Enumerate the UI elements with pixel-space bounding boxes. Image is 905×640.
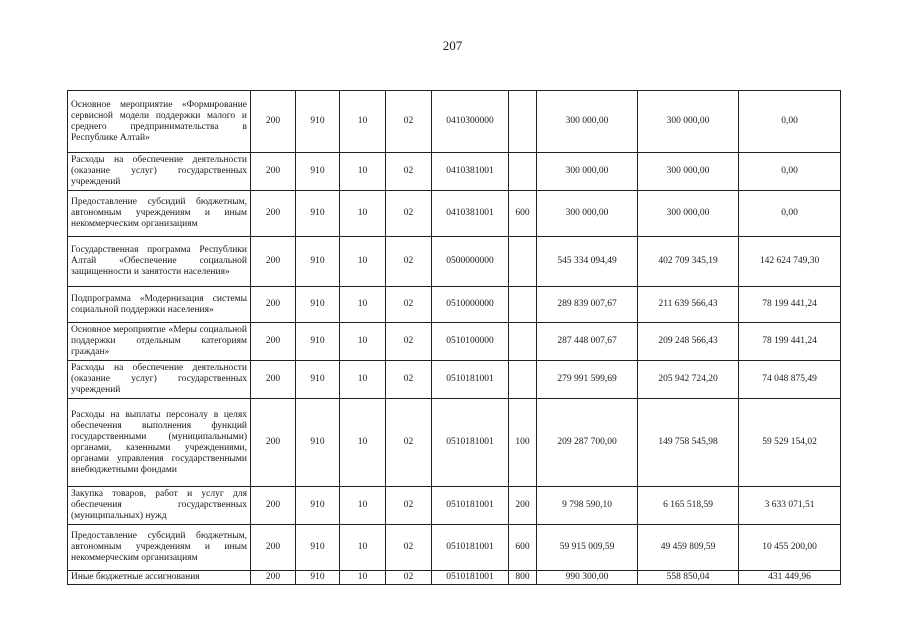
table-row (68, 571, 841, 585)
row-name: Иные бюджетные ассигнования (68, 571, 251, 585)
cell-ministry-code: 910 (296, 399, 340, 487)
cell-amount-1: 300 000,00 (537, 91, 638, 153)
cell-amount-2: 209 248 566,43 (638, 323, 739, 361)
cell-ministry-code: 910 (296, 237, 340, 287)
cell-admin-code: 200 (251, 525, 296, 571)
cell-expense-type: 800 (509, 571, 537, 585)
row-name: Государственная программа Республики Алтай «Обеспечение социальной защищенности и занятости населения» (68, 237, 251, 287)
cell-ministry-code: 910 (296, 91, 340, 153)
row-name: Закупка товаров, работ и услуг для обеспечения государственных (муниципальных) нужд (68, 487, 251, 525)
cell-amount-3: 78 199 441,24 (739, 287, 841, 323)
cell-admin-code: 200 (251, 287, 296, 323)
cell-section: 10 (340, 487, 386, 525)
cell-expense-type (509, 323, 537, 361)
row-name: Расходы на обеспечение деятельности (оказание услуг) государственных учреждений (68, 361, 251, 399)
table-body (68, 91, 841, 585)
cell-section: 10 (340, 287, 386, 323)
cell-target-article: 0510100000 (432, 323, 509, 361)
cell-ministry-code: 910 (296, 571, 340, 585)
cell-amount-1: 990 300,00 (537, 571, 638, 585)
table-row (68, 525, 841, 571)
row-name: Предоставление субсидий бюджетным, автономным учреждениям и иным некоммерческим организациям (68, 191, 251, 237)
table-row (68, 361, 841, 399)
cell-target-article: 0500000000 (432, 237, 509, 287)
cell-expense-type (509, 91, 537, 153)
cell-admin-code: 200 (251, 91, 296, 153)
cell-amount-1: 9 798 590,10 (537, 487, 638, 525)
cell-target-article: 0510181001 (432, 399, 509, 487)
table-row (68, 323, 841, 361)
table-row (68, 237, 841, 287)
budget-table (67, 90, 841, 585)
cell-section: 10 (340, 571, 386, 585)
cell-amount-1: 59 915 009,59 (537, 525, 638, 571)
cell-admin-code: 200 (251, 153, 296, 191)
row-name: Расходы на обеспечение деятельности (оказание услуг) государственных учреждений (68, 153, 251, 191)
cell-amount-1: 209 287 700,00 (537, 399, 638, 487)
row-name: Подпрограмма «Модернизация системы социальной поддержки населения» (68, 287, 251, 323)
cell-amount-3: 10 455 200,00 (739, 525, 841, 571)
cell-amount-2: 49 459 809,59 (638, 525, 739, 571)
cell-target-article: 0410300000 (432, 91, 509, 153)
cell-admin-code: 200 (251, 361, 296, 399)
cell-amount-1: 287 448 007,67 (537, 323, 638, 361)
cell-subsection: 02 (386, 361, 432, 399)
cell-subsection: 02 (386, 191, 432, 237)
cell-subsection: 02 (386, 237, 432, 287)
cell-admin-code: 200 (251, 571, 296, 585)
cell-amount-2: 300 000,00 (638, 191, 739, 237)
cell-amount-2: 149 758 545,98 (638, 399, 739, 487)
cell-amount-1: 279 991 599,69 (537, 361, 638, 399)
cell-amount-3: 3 633 071,51 (739, 487, 841, 525)
cell-amount-3: 0,00 (739, 91, 841, 153)
cell-amount-2: 6 165 518,59 (638, 487, 739, 525)
cell-amount-2: 300 000,00 (638, 153, 739, 191)
cell-amount-3: 0,00 (739, 153, 841, 191)
cell-target-article: 0510181001 (432, 525, 509, 571)
cell-section: 10 (340, 153, 386, 191)
cell-subsection: 02 (386, 525, 432, 571)
cell-subsection: 02 (386, 323, 432, 361)
cell-amount-2: 558 850,04 (638, 571, 739, 585)
cell-section: 10 (340, 323, 386, 361)
cell-amount-3: 142 624 749,30 (739, 237, 841, 287)
cell-amount-3: 59 529 154,02 (739, 399, 841, 487)
row-name: Основное мероприятие «Меры социальной поддержки отдельным категориям граждан» (68, 323, 251, 361)
cell-amount-3: 0,00 (739, 191, 841, 237)
cell-expense-type (509, 153, 537, 191)
cell-target-article: 0510181001 (432, 361, 509, 399)
cell-section: 10 (340, 525, 386, 571)
cell-expense-type (509, 287, 537, 323)
cell-subsection: 02 (386, 571, 432, 585)
page-number: 207 (442, 38, 463, 53)
cell-amount-2: 402 709 345,19 (638, 237, 739, 287)
cell-target-article: 0410381001 (432, 153, 509, 191)
cell-amount-1: 289 839 007,67 (537, 287, 638, 323)
cell-ministry-code: 910 (296, 361, 340, 399)
cell-ministry-code: 910 (296, 525, 340, 571)
cell-amount-3: 431 449,96 (739, 571, 841, 585)
cell-subsection: 02 (386, 153, 432, 191)
row-name: Основное мероприятие «Формирование сервисной модели поддержки малого и среднего предпринимательства в Республике Алтай» (68, 91, 251, 153)
cell-subsection: 02 (386, 91, 432, 153)
cell-target-article: 0410381001 (432, 191, 509, 237)
table-row (68, 399, 841, 487)
row-name: Расходы на выплаты персоналу в целях обеспечения выполнения функций государственными (муниципальными) органами, казенными учреждениями, органами управления государственными внебюджетными фондами (68, 399, 251, 487)
cell-section: 10 (340, 361, 386, 399)
cell-expense-type: 600 (509, 191, 537, 237)
cell-expense-type: 200 (509, 487, 537, 525)
cell-expense-type: 600 (509, 525, 537, 571)
cell-admin-code: 200 (251, 487, 296, 525)
cell-expense-type (509, 361, 537, 399)
cell-target-article: 0510000000 (432, 287, 509, 323)
table-row (68, 91, 841, 153)
table-row (68, 287, 841, 323)
cell-ministry-code: 910 (296, 323, 340, 361)
cell-ministry-code: 910 (296, 153, 340, 191)
cell-section: 10 (340, 237, 386, 287)
cell-amount-3: 78 199 441,24 (739, 323, 841, 361)
table-row (68, 153, 841, 191)
cell-target-article: 0510181001 (432, 571, 509, 585)
cell-target-article: 0510181001 (432, 487, 509, 525)
cell-expense-type (509, 237, 537, 287)
cell-amount-2: 205 942 724,20 (638, 361, 739, 399)
cell-ministry-code: 910 (296, 191, 340, 237)
cell-amount-2: 300 000,00 (638, 91, 739, 153)
cell-ministry-code: 910 (296, 287, 340, 323)
cell-amount-1: 545 334 094,49 (537, 237, 638, 287)
cell-subsection: 02 (386, 399, 432, 487)
cell-amount-1: 300 000,00 (537, 153, 638, 191)
cell-expense-type: 100 (509, 399, 537, 487)
cell-subsection: 02 (386, 287, 432, 323)
row-name: Предоставление субсидий бюджетным, автономным учреждениям и иным некоммерческим организациям (68, 525, 251, 571)
cell-section: 10 (340, 399, 386, 487)
cell-admin-code: 200 (251, 191, 296, 237)
cell-section: 10 (340, 191, 386, 237)
cell-admin-code: 200 (251, 323, 296, 361)
cell-admin-code: 200 (251, 399, 296, 487)
cell-section: 10 (340, 91, 386, 153)
table-row (68, 191, 841, 237)
table-row (68, 487, 841, 525)
cell-admin-code: 200 (251, 237, 296, 287)
cell-ministry-code: 910 (296, 487, 340, 525)
cell-amount-1: 300 000,00 (537, 191, 638, 237)
cell-amount-3: 74 048 875,49 (739, 361, 841, 399)
cell-amount-2: 211 639 566,43 (638, 287, 739, 323)
cell-subsection: 02 (386, 487, 432, 525)
